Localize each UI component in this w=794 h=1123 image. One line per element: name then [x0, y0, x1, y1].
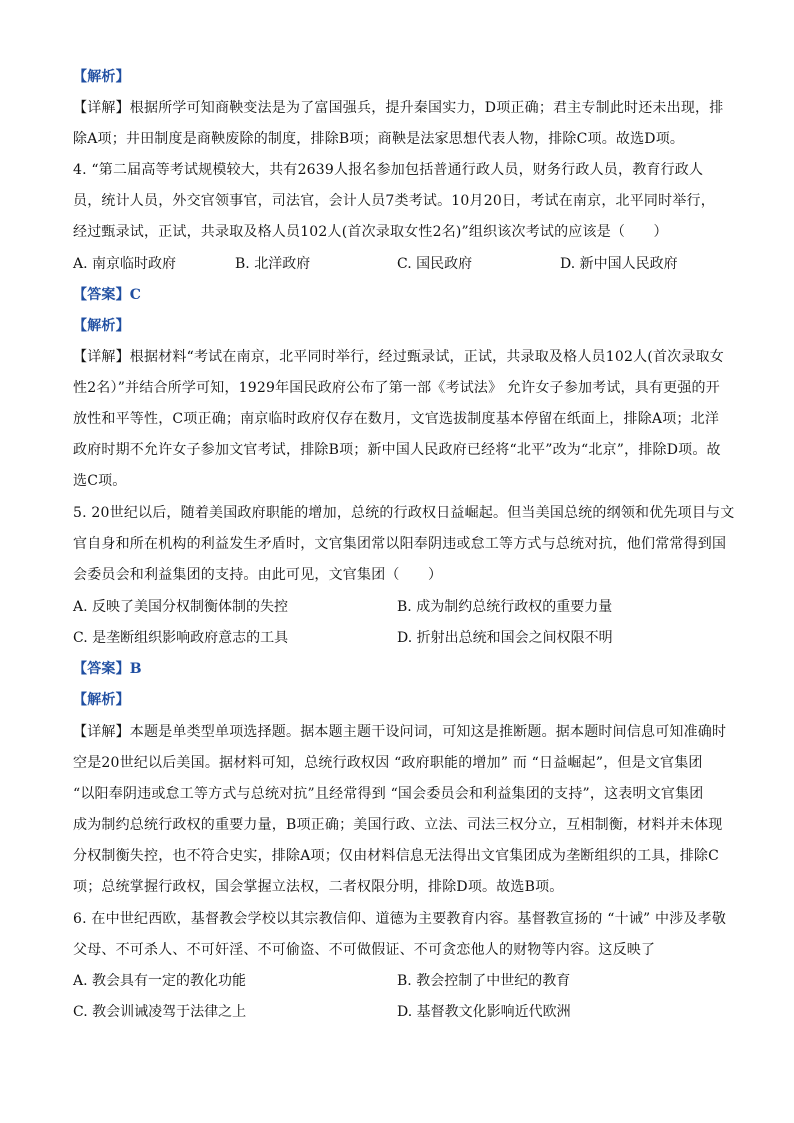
analysis-label: 【解析】 — [73, 318, 130, 334]
answer-label: 【答案】C — [73, 287, 142, 303]
option-c: C. 国民政府 — [397, 256, 473, 272]
option-c: C. 是垄断组织影响政府意志的工具 — [73, 630, 289, 646]
question-stem-line: 会委员会和利益集团的支持。由此可见，文官集团（ ） — [73, 567, 443, 583]
option-a: A. 南京临时政府 — [73, 256, 177, 272]
option-d: D. 基督教文化影响近代欧洲 — [397, 1004, 571, 1020]
detail-line: 【详解】本题是单类型单项选择题。据本题主题干设问词，可知这是推断题。据本题时间信息可知准确时 — [73, 724, 727, 740]
question-stem-line: 员，统计人员，外交官领事官，司法官，会计人员7类考试。10月20日，考试在南京，北平同时举行， — [73, 193, 715, 209]
detail-line: 性2名）”并结合所学可知，1929年国民政府公布了第一部《考试法》 允许女子参加考试，具有更强的开 — [73, 380, 720, 396]
question-stem-line: 官自身和所在机构的利益发生矛盾时，文官集团常以阳奉阴违或怠工等方式与总统对抗，他们常常得到国 — [73, 536, 727, 552]
detail-line: 项；总统掌握行政权，国会掌握立法权，二者权限分明，排除D项。故选B项。 — [73, 879, 564, 895]
detail-line: 空是20世纪以后美国。据材料可知，总统行政权因 “政府职能的增加” 而 “日益崛起”，但是文官集团 — [73, 755, 703, 771]
question-stem-line: 6. 在中世纪西欧，基督教会学校以其宗教信仰、道德为主要教育内容。基督教宣扬的 “十诫” 中涉及孝敬 — [73, 911, 727, 927]
detail-line: 除A项；井田制度是商鞅废除的制度，排除B项；商鞅是法家思想代表人物，排除C项。故选D项。 — [73, 131, 685, 147]
option-d: D. 折射出总统和国会之间权限不明 — [397, 630, 613, 646]
detail-line: 放性和平等性，C项正确；南京临时政府仅存在数月，文官选拔制度基本停留在纸面上，排除A项；北洋 — [73, 411, 720, 427]
detail-line: “以阳奉阴违或怠工等方式与总统对抗”且经常得到 “国会委员会和利益集团的支持”，这表明文官集团 — [73, 786, 704, 802]
detail-line: 【详解】根据所学可知商鞅变法是为了富国强兵，提升秦国实力，D项正确；君主专制此时还未出现，排 — [73, 100, 724, 116]
option-b: B. 成为制约总统行政权的重要力量 — [397, 599, 613, 615]
detail-line: 选C项。 — [73, 473, 127, 489]
analysis-label: 【解析】 — [73, 69, 130, 85]
option-a: A. 反映了美国分权制衡体制的失控 — [73, 599, 289, 615]
detail-line: 成为制约总统行政权的重要力量，B项正确；美国行政、立法、司法三权分立，互相制衡，材料并未体现 — [73, 817, 723, 833]
option-a: A. 教会具有一定的教化功能 — [73, 973, 247, 989]
analysis-label: 【解析】 — [73, 692, 130, 708]
detail-line: 分权制衡失控，也不符合史实，排除A项；仅由材料信息无法得出文官集团成为垄断组织的工具，排除C — [73, 848, 720, 864]
question-stem-line: 父母、不可杀人、不可奸淫、不可偷盗、不可做假证、不可贪恋他人的财物等内容。这反映了 — [73, 942, 656, 958]
detail-line: 政府时期不允许女子参加文官考试，排除B项；新中国人民政府已经将“北平”改为“北京”，排除D项。故 — [73, 442, 721, 458]
question-stem-line: 4. “第二届高等考试规模较大，共有2639人报名参加包括普通行政人员，财务行政人员，教育行政人 — [73, 162, 704, 178]
detail-line: 【详解】根据材料“考试在南京，北平同时举行，经过甄录试，正试，共录取及格人员102人(首次录取女 — [73, 349, 724, 365]
option-b: B. 北洋政府 — [235, 256, 311, 272]
option-d: D. 新中国人民政府 — [560, 256, 678, 272]
option-b: B. 教会控制了中世纪的教育 — [397, 973, 571, 989]
question-stem-line: 经过甄录试，正试，共录取及格人员102人(首次录取女性2名)”组织该次考试的应该是（ ） — [73, 224, 668, 240]
option-c: C. 教会训诫凌驾于法律之上 — [73, 1004, 247, 1020]
answer-label: 【答案】B — [73, 661, 142, 677]
question-stem-line: 5. 20世纪以后，随着美国政府职能的增加，总统的行政权日益崛起。但当美国总统的纲领和优先项目与文 — [73, 505, 735, 521]
